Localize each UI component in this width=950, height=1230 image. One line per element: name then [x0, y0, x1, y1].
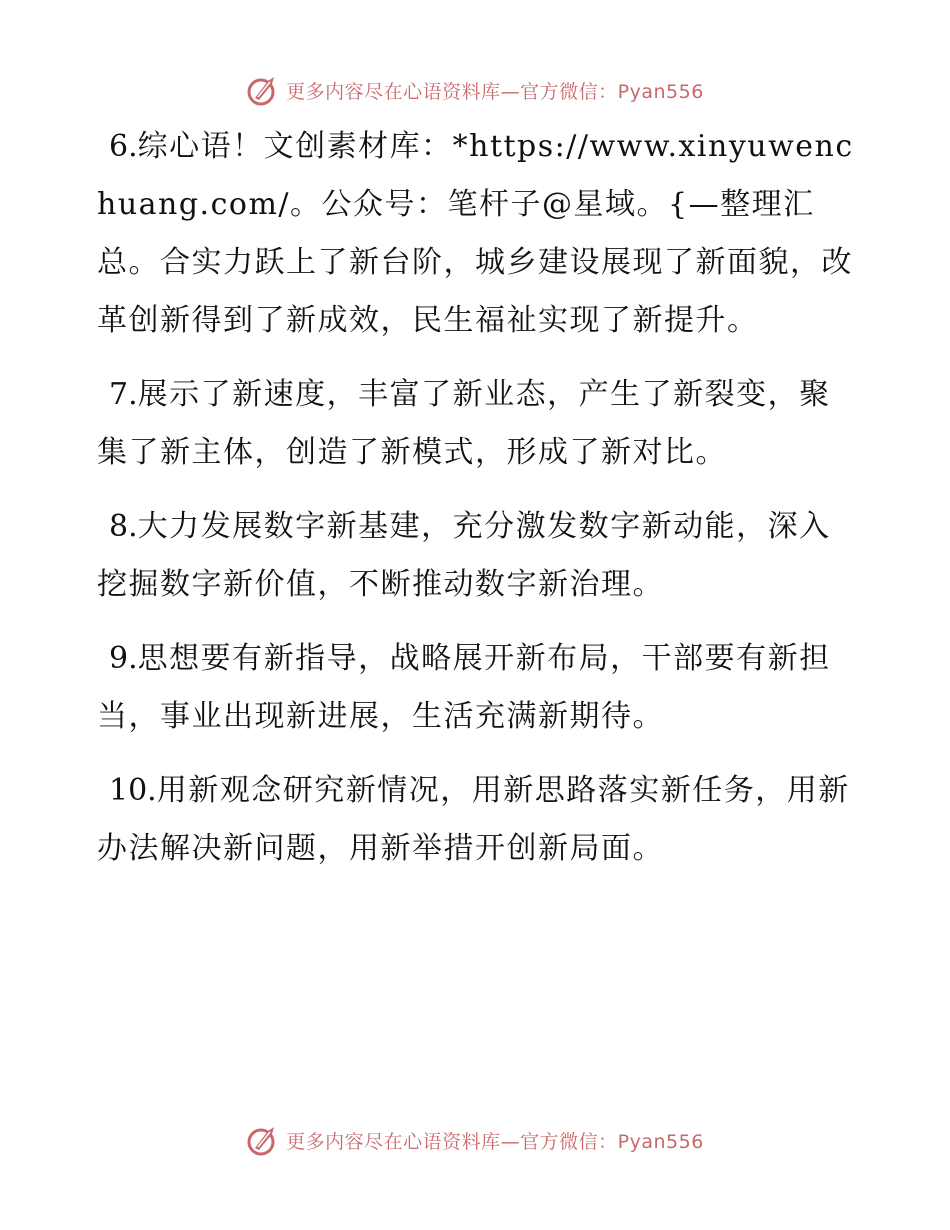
header-banner-text: 更多内容尽在心语资料库—官方微信：Pyan556 [286, 80, 704, 103]
paragraph-text: 展示了新速度，丰富了新业态，产生了新裂变，聚集了新主体，创造了新模式，形成了新对比。 [97, 377, 831, 470]
paragraph-number: 10. [109, 773, 157, 808]
paragraph-text: 综心语！文创素材库：*https://www.xinyuwenchuang.com/。公众号：笔杆子@星域。{—整理汇总。合实力跃上了新台阶，城乡建设展现了新面貌，改革创新得到了新成效，民生福祉实现了新提升。 [97, 129, 854, 338]
paragraph-text: 大力发展数字新基建，充分激发数字新动能，深入挖掘数字新价值，不断推动数字新治理。 [97, 509, 831, 602]
paragraph-text: 用新观念研究新情况，用新思路落实新任务，用新办法解决新问题，用新举措开创新局面。 [97, 773, 850, 866]
paragraph-number: 8. [109, 509, 138, 544]
paragraph-number: 7. [109, 377, 138, 412]
quill-pen-logo-icon [246, 1123, 280, 1157]
quill-pen-logo-icon [246, 73, 280, 107]
document-body [97, 118, 857, 894]
paragraph-8 [97, 498, 857, 614]
paragraph-7 [97, 366, 857, 482]
paragraph-10 [97, 762, 857, 878]
paragraph-9 [97, 630, 857, 746]
header-banner [0, 68, 950, 112]
paragraph-6 [97, 118, 857, 350]
footer-banner [0, 1118, 950, 1162]
footer-banner-text: 更多内容尽在心语资料库—官方微信：Pyan556 [286, 1130, 704, 1153]
paragraph-number: 9. [109, 641, 138, 676]
paragraph-text: 思想要有新指导，战略展开新布局，干部要有新担当，事业出现新进展，生活充满新期待。 [97, 641, 831, 734]
paragraph-number: 6. [109, 129, 138, 164]
